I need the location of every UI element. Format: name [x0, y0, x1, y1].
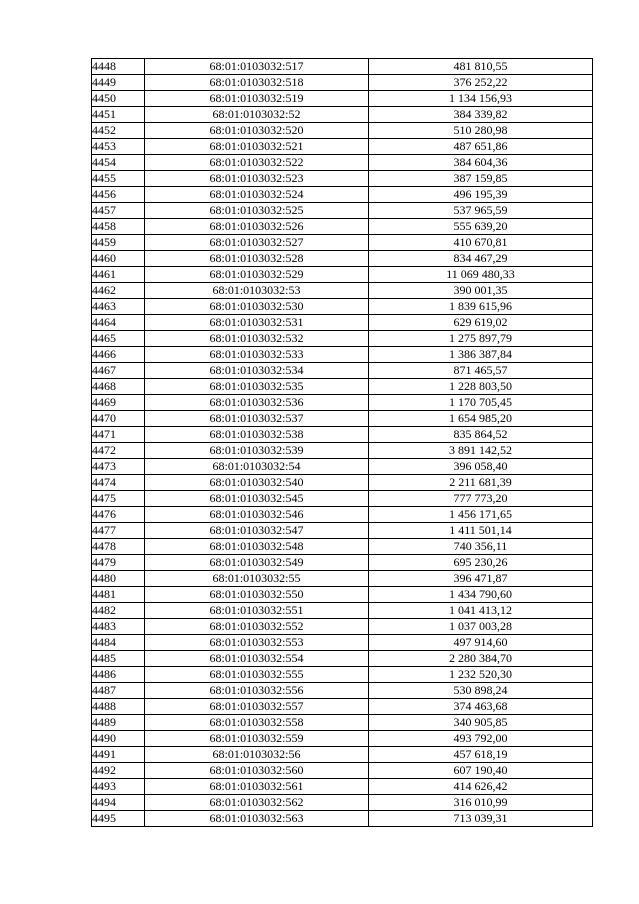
row-number-cell: 4462	[92, 283, 145, 299]
cadastral-value-cell: 1 041 413,12	[369, 603, 593, 619]
cadastral-value-cell: 2 211 681,39	[369, 475, 593, 491]
row-number-cell: 4449	[92, 75, 145, 91]
cadastral-value-cell: 11 069 480,33	[369, 267, 593, 283]
table-row	[92, 395, 593, 411]
cadastral-number-cell: 68:01:0103032:560	[145, 763, 369, 779]
table-row	[92, 107, 593, 123]
table-row	[92, 235, 593, 251]
row-number-cell: 4469	[92, 395, 145, 411]
table-row	[92, 123, 593, 139]
row-number-cell: 4482	[92, 603, 145, 619]
row-number-cell: 4477	[92, 523, 145, 539]
cadastral-value-cell: 387 159,85	[369, 171, 593, 187]
cadastral-number-cell: 68:01:0103032:553	[145, 635, 369, 651]
table-row	[92, 427, 593, 443]
table-row	[92, 811, 593, 827]
row-number-cell: 4450	[92, 91, 145, 107]
table-row	[92, 59, 593, 75]
table-row	[92, 443, 593, 459]
row-number-cell: 4478	[92, 539, 145, 555]
table-body	[92, 59, 593, 827]
table-row	[92, 587, 593, 603]
cadastral-value-cell: 493 792,00	[369, 731, 593, 747]
cadastral-number-cell: 68:01:0103032:533	[145, 347, 369, 363]
row-number-cell: 4448	[92, 59, 145, 75]
cadastral-value-cell: 384 339,82	[369, 107, 593, 123]
cadastral-number-cell: 68:01:0103032:54	[145, 459, 369, 475]
row-number-cell: 4494	[92, 795, 145, 811]
cadastral-value-table	[91, 58, 593, 827]
table-row	[92, 635, 593, 651]
cadastral-number-cell: 68:01:0103032:540	[145, 475, 369, 491]
cadastral-number-cell: 68:01:0103032:532	[145, 331, 369, 347]
cadastral-value-cell: 374 463,68	[369, 699, 593, 715]
row-number-cell: 4454	[92, 155, 145, 171]
cadastral-number-cell: 68:01:0103032:526	[145, 219, 369, 235]
table-row	[92, 571, 593, 587]
cadastral-number-cell: 68:01:0103032:548	[145, 539, 369, 555]
row-number-cell: 4465	[92, 331, 145, 347]
cadastral-number-cell: 68:01:0103032:520	[145, 123, 369, 139]
cadastral-value-cell: 1 134 156,93	[369, 91, 593, 107]
row-number-cell: 4468	[92, 379, 145, 395]
row-number-cell: 4451	[92, 107, 145, 123]
table-row	[92, 651, 593, 667]
row-number-cell: 4485	[92, 651, 145, 667]
row-number-cell: 4493	[92, 779, 145, 795]
table-row	[92, 267, 593, 283]
table-row	[92, 475, 593, 491]
cadastral-value-cell: 695 230,26	[369, 555, 593, 571]
cadastral-number-cell: 68:01:0103032:531	[145, 315, 369, 331]
cadastral-number-cell: 68:01:0103032:558	[145, 715, 369, 731]
cadastral-value-cell: 1 232 520,30	[369, 667, 593, 683]
row-number-cell: 4495	[92, 811, 145, 827]
table-row	[92, 747, 593, 763]
cadastral-number-cell: 68:01:0103032:518	[145, 75, 369, 91]
cadastral-value-cell: 384 604,36	[369, 155, 593, 171]
row-number-cell: 4490	[92, 731, 145, 747]
table-row	[92, 603, 593, 619]
table-row	[92, 155, 593, 171]
cadastral-value-cell: 390 001,35	[369, 283, 593, 299]
cadastral-value-cell: 834 467,29	[369, 251, 593, 267]
row-number-cell: 4455	[92, 171, 145, 187]
cadastral-number-cell: 68:01:0103032:534	[145, 363, 369, 379]
cadastral-value-cell: 740 356,11	[369, 539, 593, 555]
table-row	[92, 667, 593, 683]
row-number-cell: 4453	[92, 139, 145, 155]
cadastral-value-cell: 481 810,55	[369, 59, 593, 75]
cadastral-number-cell: 68:01:0103032:563	[145, 811, 369, 827]
table-row	[92, 75, 593, 91]
cadastral-number-cell: 68:01:0103032:517	[145, 59, 369, 75]
row-number-cell: 4488	[92, 699, 145, 715]
table-row	[92, 171, 593, 187]
table-row	[92, 411, 593, 427]
cadastral-value-cell: 871 465,57	[369, 363, 593, 379]
cadastral-number-cell: 68:01:0103032:557	[145, 699, 369, 715]
row-number-cell: 4472	[92, 443, 145, 459]
cadastral-value-cell: 1 275 897,79	[369, 331, 593, 347]
table-row	[92, 555, 593, 571]
row-number-cell: 4473	[92, 459, 145, 475]
row-number-cell: 4471	[92, 427, 145, 443]
table-row	[92, 363, 593, 379]
table-row	[92, 187, 593, 203]
cadastral-number-cell: 68:01:0103032:562	[145, 795, 369, 811]
row-number-cell: 4459	[92, 235, 145, 251]
cadastral-value-cell: 1 386 387,84	[369, 347, 593, 363]
table-row	[92, 715, 593, 731]
cadastral-number-cell: 68:01:0103032:552	[145, 619, 369, 635]
cadastral-value-cell: 376 252,22	[369, 75, 593, 91]
cadastral-value-cell: 457 618,19	[369, 747, 593, 763]
cadastral-number-cell: 68:01:0103032:519	[145, 91, 369, 107]
row-number-cell: 4480	[92, 571, 145, 587]
cadastral-value-cell: 396 471,87	[369, 571, 593, 587]
cadastral-value-cell: 1 170 705,45	[369, 395, 593, 411]
cadastral-number-cell: 68:01:0103032:538	[145, 427, 369, 443]
row-number-cell: 4464	[92, 315, 145, 331]
table-row	[92, 91, 593, 107]
table-row	[92, 491, 593, 507]
cadastral-value-cell: 2 280 384,70	[369, 651, 593, 667]
cadastral-number-cell: 68:01:0103032:522	[145, 155, 369, 171]
row-number-cell: 4487	[92, 683, 145, 699]
cadastral-value-cell: 1 839 615,96	[369, 299, 593, 315]
table-row	[92, 523, 593, 539]
cadastral-value-cell: 487 651,86	[369, 139, 593, 155]
cadastral-value-cell: 496 195,39	[369, 187, 593, 203]
table-row	[92, 203, 593, 219]
row-number-cell: 4463	[92, 299, 145, 315]
cadastral-number-cell: 68:01:0103032:525	[145, 203, 369, 219]
table-row	[92, 283, 593, 299]
cadastral-number-cell: 68:01:0103032:524	[145, 187, 369, 203]
row-number-cell: 4460	[92, 251, 145, 267]
row-number-cell: 4457	[92, 203, 145, 219]
row-number-cell: 4483	[92, 619, 145, 635]
table-row	[92, 795, 593, 811]
cadastral-number-cell: 68:01:0103032:529	[145, 267, 369, 283]
cadastral-number-cell: 68:01:0103032:56	[145, 747, 369, 763]
row-number-cell: 4489	[92, 715, 145, 731]
cadastral-number-cell: 68:01:0103032:528	[145, 251, 369, 267]
row-number-cell: 4452	[92, 123, 145, 139]
table-row	[92, 315, 593, 331]
table-row	[92, 251, 593, 267]
cadastral-number-cell: 68:01:0103032:536	[145, 395, 369, 411]
cadastral-number-cell: 68:01:0103032:561	[145, 779, 369, 795]
cadastral-number-cell: 68:01:0103032:539	[145, 443, 369, 459]
cadastral-number-cell: 68:01:0103032:550	[145, 587, 369, 603]
cadastral-value-cell: 510 280,98	[369, 123, 593, 139]
cadastral-value-cell: 835 864,52	[369, 427, 593, 443]
table-row	[92, 219, 593, 235]
row-number-cell: 4456	[92, 187, 145, 203]
cadastral-number-cell: 68:01:0103032:549	[145, 555, 369, 571]
cadastral-number-cell: 68:01:0103032:555	[145, 667, 369, 683]
row-number-cell: 4466	[92, 347, 145, 363]
row-number-cell: 4479	[92, 555, 145, 571]
cadastral-value-cell: 1 456 171,65	[369, 507, 593, 523]
cadastral-number-cell: 68:01:0103032:52	[145, 107, 369, 123]
cadastral-value-cell: 629 619,02	[369, 315, 593, 331]
cadastral-number-cell: 68:01:0103032:521	[145, 139, 369, 155]
cadastral-value-cell: 1 654 985,20	[369, 411, 593, 427]
row-number-cell: 4475	[92, 491, 145, 507]
cadastral-number-cell: 68:01:0103032:527	[145, 235, 369, 251]
table-row	[92, 779, 593, 795]
row-number-cell: 4461	[92, 267, 145, 283]
cadastral-number-cell: 68:01:0103032:535	[145, 379, 369, 395]
cadastral-number-cell: 68:01:0103032:546	[145, 507, 369, 523]
cadastral-value-cell: 1 411 501,14	[369, 523, 593, 539]
row-number-cell: 4470	[92, 411, 145, 427]
row-number-cell: 4491	[92, 747, 145, 763]
table-row	[92, 459, 593, 475]
row-number-cell: 4492	[92, 763, 145, 779]
row-number-cell: 4481	[92, 587, 145, 603]
table-row	[92, 683, 593, 699]
cadastral-value-cell: 497 914,60	[369, 635, 593, 651]
cadastral-value-cell: 777 773,20	[369, 491, 593, 507]
cadastral-number-cell: 68:01:0103032:551	[145, 603, 369, 619]
row-number-cell: 4476	[92, 507, 145, 523]
cadastral-value-cell: 1 037 003,28	[369, 619, 593, 635]
cadastral-value-cell: 555 639,20	[369, 219, 593, 235]
table-row	[92, 699, 593, 715]
cadastral-number-cell: 68:01:0103032:55	[145, 571, 369, 587]
table-row	[92, 347, 593, 363]
cadastral-number-cell: 68:01:0103032:559	[145, 731, 369, 747]
cadastral-number-cell: 68:01:0103032:545	[145, 491, 369, 507]
row-number-cell: 4474	[92, 475, 145, 491]
cadastral-number-cell: 68:01:0103032:530	[145, 299, 369, 315]
cadastral-number-cell: 68:01:0103032:547	[145, 523, 369, 539]
row-number-cell: 4484	[92, 635, 145, 651]
cadastral-value-cell: 414 626,42	[369, 779, 593, 795]
cadastral-value-cell: 537 965,59	[369, 203, 593, 219]
cadastral-value-cell: 3 891 142,52	[369, 443, 593, 459]
row-number-cell: 4486	[92, 667, 145, 683]
table-row	[92, 619, 593, 635]
table-row	[92, 331, 593, 347]
cadastral-number-cell: 68:01:0103032:554	[145, 651, 369, 667]
cadastral-value-cell: 396 058,40	[369, 459, 593, 475]
table-row	[92, 299, 593, 315]
row-number-cell: 4467	[92, 363, 145, 379]
cadastral-number-cell: 68:01:0103032:53	[145, 283, 369, 299]
cadastral-value-cell: 410 670,81	[369, 235, 593, 251]
cadastral-number-cell: 68:01:0103032:537	[145, 411, 369, 427]
cadastral-number-cell: 68:01:0103032:523	[145, 171, 369, 187]
table-row	[92, 379, 593, 395]
row-number-cell: 4458	[92, 219, 145, 235]
table-row	[92, 731, 593, 747]
cadastral-value-cell: 713 039,31	[369, 811, 593, 827]
cadastral-value-cell: 607 190,40	[369, 763, 593, 779]
table-row	[92, 139, 593, 155]
table-row	[92, 539, 593, 555]
cadastral-number-cell: 68:01:0103032:556	[145, 683, 369, 699]
cadastral-value-cell: 530 898,24	[369, 683, 593, 699]
cadastral-value-cell: 340 905,85	[369, 715, 593, 731]
cadastral-value-cell: 1 434 790,60	[369, 587, 593, 603]
cadastral-value-cell: 1 228 803,50	[369, 379, 593, 395]
table-row	[92, 763, 593, 779]
cadastral-value-cell: 316 010,99	[369, 795, 593, 811]
table-row	[92, 507, 593, 523]
